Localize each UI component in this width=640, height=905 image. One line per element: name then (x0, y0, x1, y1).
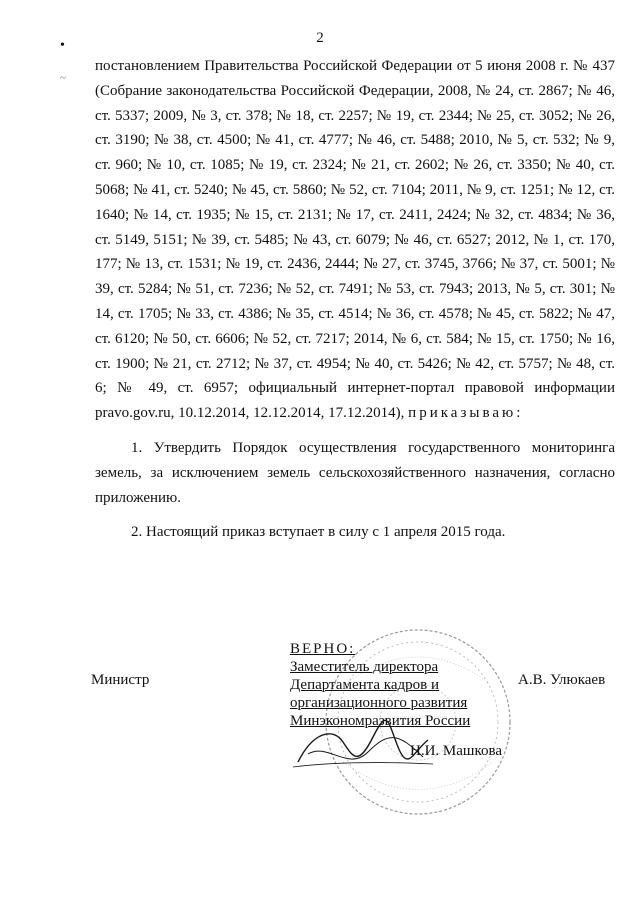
cert-position-line-3: организационного развития (290, 695, 468, 711)
handwritten-signature (288, 712, 438, 772)
certifier-name: Н.И. Машкова (410, 743, 503, 759)
margin-tilde-mark: ~ (60, 72, 66, 84)
order-body (95, 54, 615, 545)
order-item-1: 1. Утвердить Порядок осуществления государственного мониторинга земель, за исключением земель сельскохозяйственного назначения, согласно приложению. (95, 439, 615, 506)
margin-dot-mark: • (60, 38, 65, 53)
certified-label: ВЕРНО: (290, 641, 356, 657)
minister-title: Министр (91, 672, 150, 688)
order-item-2: 2. Настоящий приказ вступает в силу с 1 апреля 2015 года. (131, 524, 506, 541)
cert-position-line-4: Минэкономразвития России (290, 713, 471, 729)
margin-marks (60, 30, 66, 94)
cert-position-line-1: Заместитель директора (290, 659, 439, 675)
order-word: приказываю: (408, 405, 524, 422)
page-number: 2 (316, 30, 324, 46)
preamble-text: постановлением Правительства Российской Федерации от 5 июня 2008 г. № 437 (Собрание законодательства Российской Федерации, 2008, № 24, ст. 2867; № 46, ст. 5337; 2009, № 3, ст. 378; № 18, ст. 2257; № 19, ст. 2344; № 25, ст. 3052; № 26, ст. 3190; № 38, ст. 4500; № 41, ст. 4777; № 46, ст. 5488; 2010, № 5, ст. 532; № 9, ст. 960; № 10, ст. 1085; № 19, ст. 2324; № 21, ст. 2602; № 26, ст. 3350; № 40, ст. 5068; № 41, ст. 5240; № 45, ст. 5860; № 52, ст. 7104; 2011, № 9, ст. 1251; № 12, ст. 1640; № 14, ст. 1935; № 15, ст. 2131; № 17, ст. 2411, 2424; № 32, ст. 4834; № 36, ст. 5149, 5151; № 39, ст. 5485; № 43, ст. 6079; № 46, ст. 6527; 2012, № 1, ст. 170, 177; № 13, ст. 1531; № 19, ст. 2436, 2444; № 27, ст. 3745, 3766; № 37, ст. 5001; № 39, ст. 5284; № 51, ст. 7236; № 52, ст. 7491; № 53, ст. 7943; 2013, № 5, ст. 301; № 14, ст. 1705; № 33, ст. 4386; № 35, ст. 4514; № 36, ст. 4578; № 45, ст. 5822; № 47, ст. 6120; № 50, ст. 6606; № 52, ст. 7217; 2014, № 6, ст. 584; № 15, ст. 1750; № 16, ст. 1900; № 21, ст. 2712; № 37, ст. 4954; № 40, ст. 5426; № 42, ст. 5757; № 48, ст. 6; № 49, ст. 6957; официальный интернет-портал правовой информации pravo.gov.ru, 10.12.2014, 12.12.2014, 17.12.2014), (95, 58, 615, 422)
preamble-paragraph (95, 54, 615, 426)
minister-name: А.В. Улюкаев (518, 672, 606, 688)
cert-position-line-2: Департамента кадров и (290, 677, 439, 693)
